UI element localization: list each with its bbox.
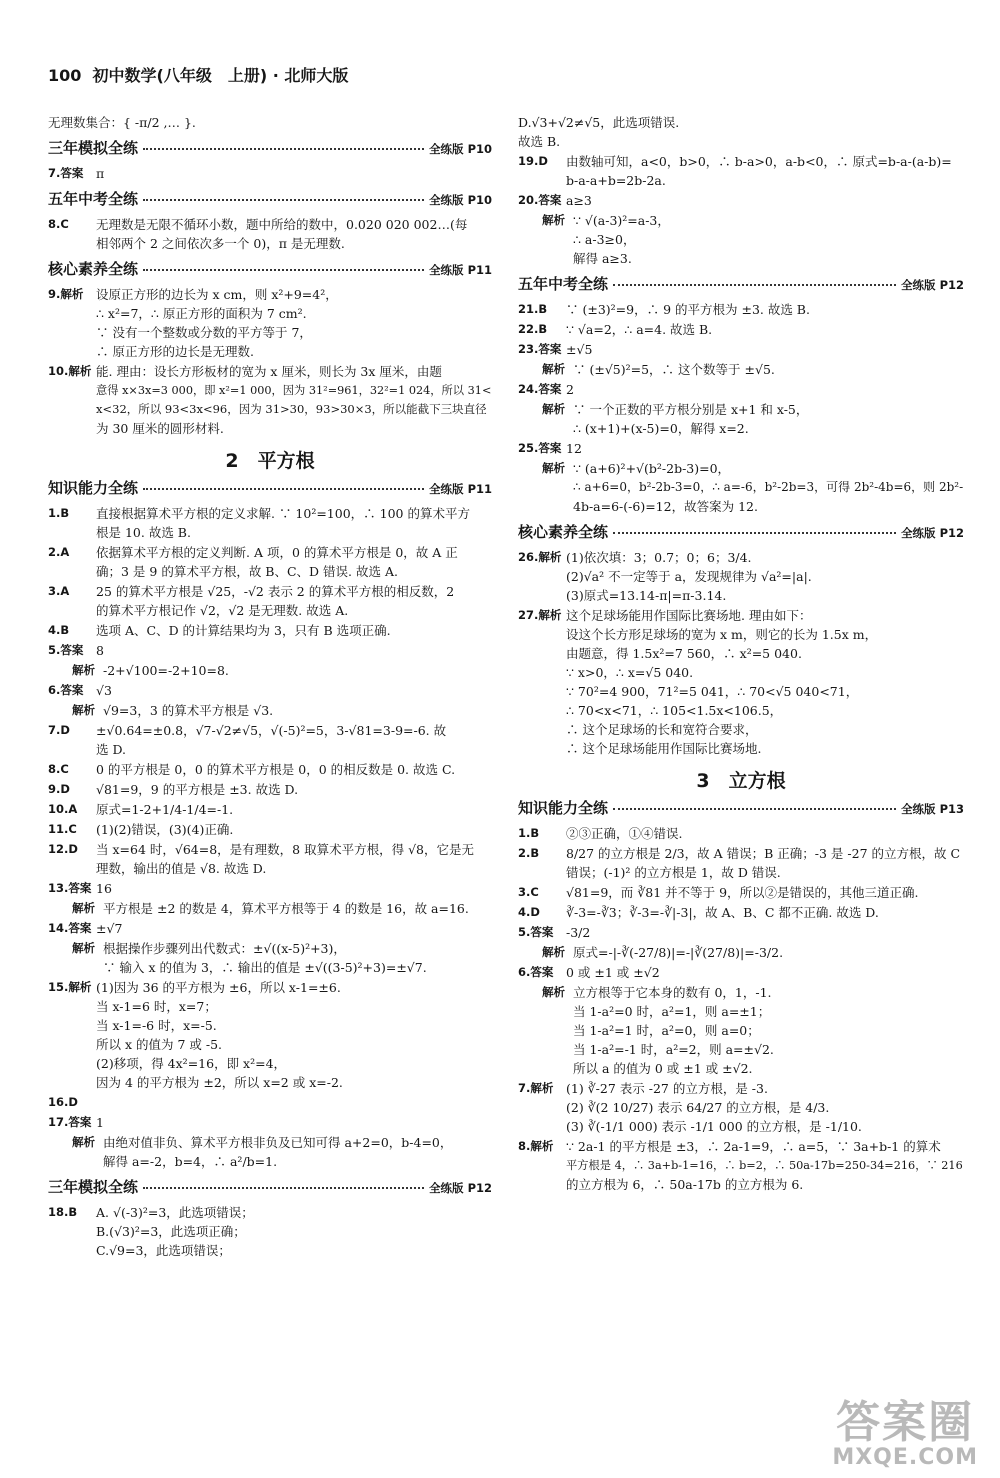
dotted-leader (143, 199, 424, 201)
item-content (96, 721, 492, 759)
item-content (96, 800, 492, 819)
item-content (566, 548, 964, 605)
text-line: 无理数是无限不循环小数，题中所给的数中，0.020 020 002…(每 (96, 217, 468, 232)
text-line: (1)因为 36 的平方根为 ±6，所以 x-1=±6. (96, 980, 341, 995)
item-label: 解析 (72, 941, 95, 955)
text-line: √9=3，3 的算术平方根是 √3. (103, 703, 274, 718)
answer-item (48, 1113, 492, 1132)
item-label: 10.解析 (48, 364, 92, 378)
text-line: 依据算术平方根的定义判断. A 项，0 的算术平方根是 0，故 A 正 (96, 545, 458, 560)
text-line: ②③正确，①④错误. (566, 826, 683, 841)
text-line: 根是 10. 故选 B. (96, 525, 191, 540)
text-line: b-a-a+b=2b-2a. (566, 173, 666, 188)
text-line: 的立方根为 6，∴ 50a-17b 的立方根为 6. (566, 1177, 804, 1192)
item-label: 11.C (48, 822, 77, 836)
answer-item (518, 300, 964, 319)
answer-item (518, 320, 964, 339)
item-content (103, 701, 492, 720)
text-line: C.√9=3，此选项错误； (96, 1243, 231, 1258)
item-content (96, 164, 492, 183)
text-line: 1 (96, 1115, 104, 1130)
item-label: 解析 (72, 1135, 95, 1149)
answer-item (48, 362, 492, 438)
text-line: 平方根是 ±2 的数是 4，算术平方根等于 4 的数是 16，故 a=16. (103, 901, 469, 916)
text-line: 4b-a=6-(-6)=12，故答案为 12. (573, 499, 758, 514)
section-page-ref: 全练版 P11 (429, 482, 492, 496)
item-label: 18.B (48, 1205, 78, 1219)
text-line: 由数轴可知，a<0，b>0，∴ b-a>0，a-b<0，∴ 原式=b-a-(a-b)= (566, 154, 952, 169)
item-content (96, 1113, 492, 1132)
answer-item (48, 879, 492, 898)
item-content (573, 400, 964, 438)
item-content (96, 919, 492, 938)
item-content (566, 883, 964, 902)
text-line: 意得 x×3x=3 000，即 x²=1 000，因为 31²=961，32²=1 024，所以 31< (96, 384, 492, 397)
answer-item (48, 164, 492, 183)
text-line: ∛-3=-∛3；∛-3=-∛|-3|，故 A、B、C 都不正确. 故选 D. (566, 905, 879, 920)
section-page-ref: 全练版 P12 (429, 1181, 492, 1195)
text-line: 16 (96, 881, 112, 896)
item-content (573, 943, 964, 962)
text-line: ∴ (x+1)+(x-5)=0，解得 x=2. (573, 421, 749, 436)
item-content (566, 903, 964, 922)
item-label: 解析 (542, 362, 565, 376)
dotted-leader (143, 148, 424, 150)
text-line: 为 30 厘米的圆形材料. (96, 421, 224, 436)
text-line: (3) ∛(-1/1 000) 表示 -1/1 000 的立方根，是 -1/10. (566, 1119, 862, 1134)
answer-item (48, 840, 492, 878)
section-header (518, 275, 964, 295)
text-line: 0 或 ±1 或 ±√2 (566, 965, 660, 980)
item-content (96, 504, 492, 542)
item-label: 20.答案 (518, 193, 562, 207)
item-content (573, 360, 964, 379)
text-line: ∴ x²=7，∴ 原正方形的面积为 7 cm². (96, 306, 307, 321)
item-content (96, 543, 492, 581)
text-line: ∵ (±√5)²=5，∴ 这个数等于 ±√5. (573, 362, 775, 377)
section-page-ref: 全练版 P10 (429, 142, 492, 156)
item-content (96, 1203, 492, 1260)
text-line: ∵ 没有一个整数或分数的平方等于 7， (96, 325, 312, 340)
text-line: 直接根据算术平方根的定义求解. ∵ 10²=100，∴ 100 的算术平方 (96, 506, 470, 521)
section-title: 三年模拟全练 (48, 139, 139, 157)
text-line: ∵ (a+6)²+√(b²-2b-3)=0， (573, 461, 731, 476)
text-line: 所以 x 的值为 7 或 -5. (96, 1037, 223, 1052)
answer-item (48, 582, 492, 620)
item-label: 17.答案 (48, 1115, 92, 1129)
answer-item (48, 621, 492, 640)
item-label: 4.B (48, 623, 70, 637)
item-content (96, 879, 492, 898)
item-label: 5.答案 (518, 925, 554, 939)
item-label: 1.B (48, 506, 70, 520)
answer-item (48, 641, 492, 660)
answer-item (518, 380, 964, 399)
answer-item (48, 1093, 492, 1112)
text-line: 当 x-1=-6 时，x=-5. (96, 1018, 217, 1033)
item-label: 4.D (518, 905, 540, 919)
item-label: 3.C (518, 885, 539, 899)
item-label: 8.解析 (518, 1139, 554, 1153)
text-line: 的算术平方根记作 √2，√2 是无理数. 故选 A. (96, 603, 349, 618)
text-line: 根据操作步骤列出代数式：±√((x-5)²+3)， (103, 941, 346, 956)
text-line: 8/27 的立方根是 2/3，故 A 错误；B 正确；-3 是 -27 的立方根，故 C (566, 846, 961, 861)
item-content (518, 113, 964, 151)
item-content (566, 320, 964, 339)
answer-item (518, 824, 964, 843)
text-line: (2) ∛(2 10/27) 表示 64/27 的立方根，是 4/3. (566, 1100, 830, 1115)
answer-item (518, 883, 964, 902)
text-line: π (96, 166, 105, 181)
item-label: 6.答案 (48, 683, 84, 697)
item-content (566, 963, 964, 982)
text-line: (1)依次填：3；0.7；0；6；3/4. (566, 550, 752, 565)
item-label: 14.答案 (48, 921, 92, 935)
text-line: ∵ x>0，∴ x=√5 040. (566, 665, 694, 680)
text-line: 8 (96, 643, 104, 658)
text-line: 当 1-a²=1 时，a²=0，则 a=0； (573, 1023, 760, 1038)
text-line: 平方根是 4，∴ 3a+b-1=16，∴ b=2，∴ 50a-17b=250-34=216，∵ 216 (566, 1159, 963, 1172)
answer-item (48, 800, 492, 819)
answer-item (518, 191, 964, 210)
text-line: 相邻两个 2 之间依次多一个 0)，π 是无理数. (96, 236, 345, 251)
item-label: 解析 (72, 901, 95, 915)
item-label: 6.答案 (518, 965, 554, 979)
answer-item (48, 661, 492, 680)
item-label: 19.D (518, 154, 548, 168)
text-line: 由绝对值非负、算术平方根非负及已知可得 a+2=0，b-4=0， (103, 1135, 453, 1150)
item-label: 7.答案 (48, 166, 84, 180)
answer-item (48, 681, 492, 700)
book-title: 初中数学(八年级 上册) · 北师大版 (92, 66, 349, 85)
text-line: B.(√3)²=3，此选项正确； (96, 1224, 246, 1239)
answer-item (518, 1137, 964, 1194)
left-column (48, 112, 492, 1261)
item-content (96, 582, 492, 620)
item-label: 2.B (518, 846, 540, 860)
answer-item (48, 760, 492, 779)
answer-item (518, 963, 964, 982)
section-header (518, 523, 964, 543)
text-line: 所以 a 的值为 0 或 ±1 或 ±√2. (573, 1061, 753, 1076)
text-line: x<32，所以 93<3x<96，因为 31>30，93>30×3，所以能截下三块直径 (96, 402, 487, 416)
text-line: (2)√a² 不一定等于 a，发现规律为 √a²=|a|. (566, 569, 812, 584)
answer-item (518, 400, 964, 438)
dotted-leader (613, 532, 896, 534)
dotted-leader (143, 488, 424, 490)
answer-item (518, 844, 964, 882)
section-title: 核心素养全练 (48, 260, 139, 278)
item-label: 16.D (48, 1095, 78, 1109)
text-line: ∴ 70<x<71，∴ 105<1.5x<106.5， (566, 703, 783, 718)
item-label: 26.解析 (518, 550, 562, 564)
item-content (96, 820, 492, 839)
item-label: 7.解析 (518, 1081, 554, 1095)
item-label: 24.答案 (518, 382, 562, 396)
text-line: ∵ √a=2，∴ a=4. 故选 B. (566, 322, 713, 337)
item-label: 23.答案 (518, 342, 562, 356)
item-label: 25.答案 (518, 441, 562, 455)
answer-item (48, 285, 492, 361)
item-label: 12.D (48, 842, 78, 856)
answer-item (518, 459, 964, 516)
section-header (48, 139, 492, 159)
answer-item (48, 215, 492, 253)
right-column (518, 112, 964, 1195)
item-content (96, 1093, 492, 1112)
text-line: 当 x=64 时，√64=8，是有理数，8 取算术平方根，得 √8，它是无 (96, 842, 474, 857)
text-line: ∴ 这个足球场的长和宽符合要求， (566, 722, 758, 737)
page-header (48, 66, 348, 85)
item-content (96, 681, 492, 700)
text-line: 设这个长方形足球场的宽为 x m，则它的长为 1.5x m， (566, 627, 878, 642)
item-label: 8.C (48, 762, 69, 776)
answer-item (48, 780, 492, 799)
section-header (48, 1178, 492, 1198)
chapter-title: 2 平方根 (225, 450, 315, 472)
answer-item (518, 606, 964, 758)
text-line: ∴ a+6=0，b²-2b-3=0，∴ a=-6，b²-2b=3，可得 2b²-4b=6，则 2b²- (573, 480, 964, 494)
item-content (566, 824, 964, 843)
item-label: 解析 (542, 213, 565, 227)
answer-item (518, 152, 964, 190)
item-label: 2.A (48, 545, 70, 559)
chapter-title: 3 立方根 (696, 770, 786, 792)
text-line: 这个足球场能用作国际比赛场地. 理由如下： (566, 608, 812, 623)
text-line: ∴ 原正方形的边长是无理数. (96, 344, 254, 359)
answer-item (518, 983, 964, 1078)
answer-item (48, 1203, 492, 1260)
text-line: -2+√100=-2+10=8. (103, 663, 229, 678)
text-line: 由题意，得 1.5x²=7 560，∴ x²=5 040. (566, 646, 802, 661)
section-header (48, 479, 492, 499)
watermark-logo: 答案圈 (836, 1397, 975, 1448)
answer-item (48, 919, 492, 938)
answer-item (518, 113, 964, 151)
text-line: ±√0.64=±0.8，√7-√2≠√5，√(-5)²=5，3-√81=3-9=-6. 故 (96, 723, 447, 738)
item-label: 27.解析 (518, 608, 562, 622)
item-content (566, 439, 964, 458)
answer-item (48, 504, 492, 542)
text-line: A. √(-3)²=3，此选项错误； (96, 1205, 254, 1220)
answer-item (518, 340, 964, 359)
text-line: 因为 4 的平方根为 ±2，所以 x=2 或 x=-2. (96, 1075, 343, 1090)
section-header (48, 260, 492, 280)
item-label: 8.C (48, 217, 69, 231)
section-title: 五年中考全练 (518, 275, 609, 293)
watermark (832, 1397, 978, 1470)
text-line: ∵ 输入 x 的值为 3，∴ 输出的值是 ±√((3-5)²+3)=±√7. (103, 960, 427, 975)
text-line: ∵ (±3)²=9，∴ 9 的平方根为 ±3. 故选 B. (566, 302, 810, 317)
text-line: 原式=-|-∛(-27/8)|=-|∛(27/8)|=-3/2. (573, 945, 784, 960)
answer-item (518, 903, 964, 922)
item-content (48, 113, 492, 132)
answer-item (48, 113, 492, 132)
item-content (566, 844, 964, 882)
text-line: ∴ a-3≥0， (573, 232, 636, 247)
item-content (96, 760, 492, 779)
item-label: 9.解析 (48, 287, 84, 301)
item-content (96, 641, 492, 660)
item-label: 5.答案 (48, 643, 84, 657)
item-content (103, 899, 492, 918)
text-line: ∴ 这个足球场能用作国际比赛场地. (566, 741, 762, 756)
item-content (566, 340, 964, 359)
item-label: 15.解析 (48, 980, 92, 994)
text-line: √81=9，而 ∛81 并不等于 9，所以②是错误的，其他三道正确. (566, 885, 919, 900)
item-content (566, 152, 964, 190)
dotted-leader (143, 1187, 424, 1189)
item-content (96, 840, 492, 878)
text-line: ∵ 2a-1 的平方根是 ±3，∴ 2a-1=9，∴ a=5，∵ 3a+b-1 的算术 (566, 1139, 941, 1154)
item-content (566, 1137, 964, 1194)
item-label: 21.B (518, 302, 548, 316)
item-label: 13.答案 (48, 881, 92, 895)
section-title: 知识能力全练 (48, 479, 139, 497)
item-content (566, 923, 964, 942)
item-content (573, 211, 964, 268)
section-title: 知识能力全练 (518, 799, 609, 817)
answer-item (48, 939, 492, 977)
answer-item (48, 978, 492, 1092)
text-line: ±√5 (566, 342, 593, 357)
text-line: 25 的算术平方根是 √25，-√2 表示 2 的算术平方根的相反数，2 (96, 584, 455, 599)
text-line: 无理数集合：{ -π/2 ,… }. (48, 115, 196, 130)
section-page-ref: 全练版 P11 (429, 263, 492, 277)
text-line: 2 (566, 382, 574, 397)
page-number: 100 (48, 66, 82, 85)
item-content (566, 1079, 964, 1136)
watermark-url: MXQE.COM (832, 1445, 978, 1470)
section-title: 五年中考全练 (48, 190, 139, 208)
item-content (566, 380, 964, 399)
item-label: 9.D (48, 782, 70, 796)
item-content (573, 983, 964, 1078)
text-line: ±√7 (96, 921, 123, 936)
item-label: 解析 (542, 945, 565, 959)
text-line: 立方根等于它本身的数有 0，1，-1. (573, 985, 772, 1000)
section-page-ref: 全练版 P10 (429, 193, 492, 207)
answer-item (518, 943, 964, 962)
text-line: 能. 理由：设长方形板材的宽为 x 厘米，则长为 3x 厘米，由题 (96, 364, 442, 379)
answer-item (518, 923, 964, 942)
item-label: 解析 (72, 703, 95, 717)
answer-item (518, 1079, 964, 1136)
section-header (518, 799, 964, 819)
text-line: 12 (566, 441, 582, 456)
text-line: √81=9，9 的平方根是 ±3. 故选 D. (96, 782, 299, 797)
item-label: 解析 (542, 461, 565, 475)
answer-item (518, 211, 964, 268)
answer-item (48, 721, 492, 759)
answer-item (48, 1133, 492, 1171)
item-content (566, 606, 964, 758)
answer-item (48, 543, 492, 581)
item-content (103, 1133, 492, 1171)
item-label: 1.B (518, 826, 540, 840)
text-line: 解得 a=-2，b=4，∴ a²/b=1. (103, 1154, 278, 1169)
item-content (96, 978, 492, 1092)
dotted-leader (613, 808, 896, 810)
text-line: 错误；(-1)² 的立方根是 1，故 D 错误. (566, 865, 781, 880)
item-label: 解析 (542, 402, 565, 416)
text-line: 理数，输出的值是 √8. 故选 D. (96, 861, 267, 876)
text-line: 设原正方形的边长为 x cm，则 x²+9=4²， (96, 287, 338, 302)
text-line: 原式=1-2+1/4-1/4=-1. (96, 802, 234, 817)
item-label: 10.A (48, 802, 78, 816)
section-page-ref: 全练版 P12 (901, 278, 964, 292)
item-label: 解析 (542, 985, 565, 999)
item-content (103, 661, 492, 680)
answer-item (48, 820, 492, 839)
text-line: 0 的平方根是 0，0 的算术平方根是 0，0 的相反数是 0. 故选 C. (96, 762, 456, 777)
text-line: (1)(2)错误，(3)(4)正确. (96, 822, 234, 837)
dotted-leader (143, 269, 424, 271)
text-line: (3)原式=13.14-π|=π-3.14. (566, 588, 727, 603)
dotted-leader (613, 284, 896, 286)
text-line: a≥3 (566, 193, 592, 208)
text-line: D.√3+√2≠√5，此选项错误. (518, 115, 680, 130)
text-line: 选 D. (96, 742, 127, 757)
item-label: 3.A (48, 584, 70, 598)
text-line: 选项 A、C、D 的计算结果均为 3，只有 B 选项正确. (96, 623, 391, 638)
item-content (573, 459, 964, 516)
text-line: 确；3 是 9 的算术平方根，故 B、C、D 错误. 故选 A. (96, 564, 398, 579)
item-label: 解析 (72, 663, 95, 677)
text-line: -3/2 (566, 925, 591, 940)
answer-item (48, 899, 492, 918)
answer-item (518, 360, 964, 379)
text-line: √3 (96, 683, 112, 698)
item-content (96, 362, 492, 438)
section-title: 三年模拟全练 (48, 1178, 139, 1196)
text-line: 当 1-a²=0 时，a²=1，则 a=±1； (573, 1004, 771, 1019)
item-label: 22.B (518, 322, 548, 336)
section-header (48, 190, 492, 210)
text-line: (2)移项，得 4x²=16，即 x²=4， (96, 1056, 287, 1071)
item-content (566, 300, 964, 319)
text-line: ∵ √(a-3)²=a-3， (573, 213, 670, 228)
section-page-ref: 全练版 P12 (901, 526, 964, 540)
section-title: 核心素养全练 (518, 523, 609, 541)
item-label: 7.D (48, 723, 70, 737)
text-line: 当 1-a²=-1 时，a²=2，则 a=±√2. (573, 1042, 774, 1057)
text-line: ∵ 一个正数的平方根分别是 x+1 和 x-5， (573, 402, 809, 417)
item-content (96, 621, 492, 640)
section-page-ref: 全练版 P13 (901, 802, 964, 816)
text-line: (1) ∛-27 表示 -27 的立方根，是 -3. (566, 1081, 768, 1096)
item-content (566, 191, 964, 210)
answer-item (518, 439, 964, 458)
answer-item (48, 701, 492, 720)
text-line: ∵ 70²=4 900，71²=5 041，∴ 70<√5 040<71， (566, 684, 859, 699)
text-line: 故选 B. (518, 134, 561, 149)
text-line: 当 x-1=6 时，x=7； (96, 999, 217, 1014)
text-line: 解得 a≥3. (573, 251, 632, 266)
answer-item (518, 548, 964, 605)
item-content (96, 780, 492, 799)
item-content (96, 285, 492, 361)
item-content (103, 939, 492, 977)
item-content (96, 215, 492, 253)
